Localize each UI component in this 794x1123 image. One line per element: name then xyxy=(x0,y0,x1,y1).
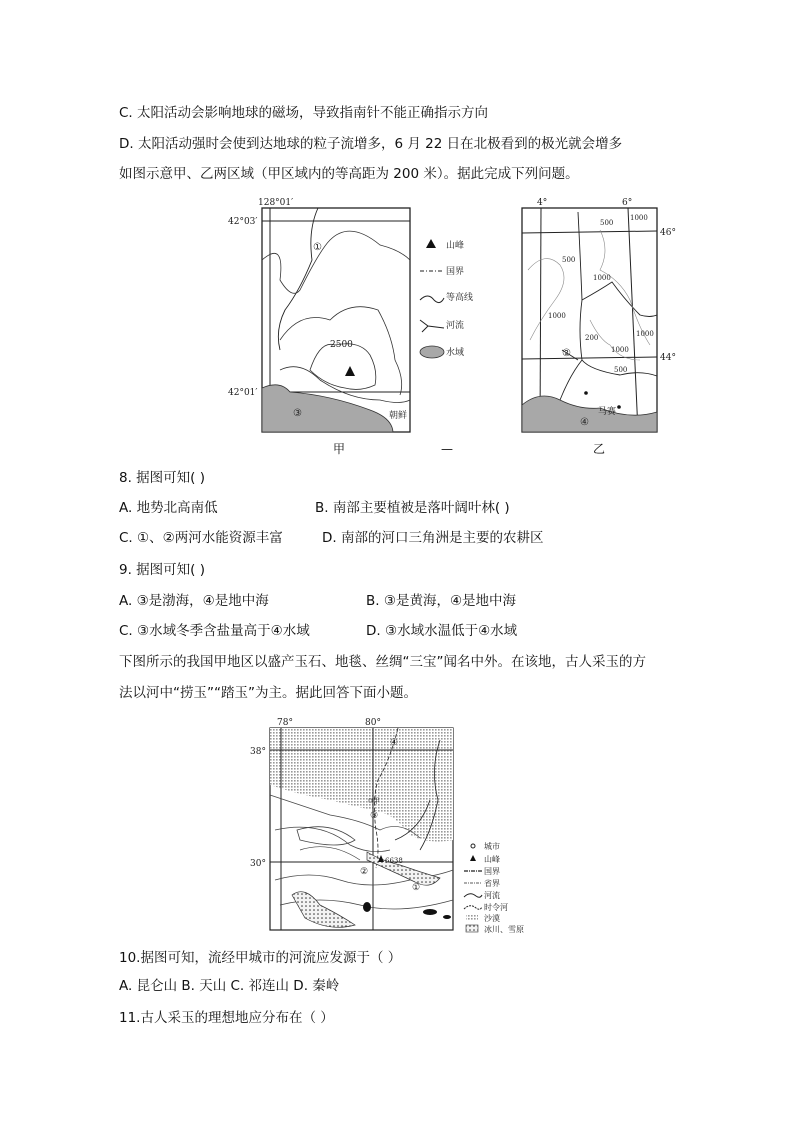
yi-lon-right: 6° xyxy=(622,198,633,208)
intro-text-2b: 法以河中“捞玉”“踏玉”为主。据此回答下面小题。 xyxy=(119,685,417,701)
prev-option-c: C. 太阳活动会影响地球的磁场，导致指南针不能正确指示方向 xyxy=(119,105,489,121)
jia-lat-top: 42°03′ xyxy=(228,217,258,227)
q10-options: A. 昆仑山 B. 天山 C. 祁连山 D. 秦岭 xyxy=(119,978,340,994)
legend-item: 等高线 xyxy=(446,293,474,303)
q8-option-c: C. ①、②两河水能资源丰富 xyxy=(119,530,283,546)
jia-lon-label: 128°01′ xyxy=(258,198,294,208)
intro-text-2a: 下图所示的我国甲地区以盛产玉石、地毯、丝绸“三宝”闻名中外。在该地，古人采玉的方 xyxy=(119,654,646,670)
yi-lat-bottom: 44° xyxy=(660,353,676,363)
contour-label: 500 xyxy=(600,219,614,227)
legend-item: 山峰 xyxy=(484,855,500,864)
jia-country-label: 朝鲜 xyxy=(389,411,408,421)
legend-item: 城市 xyxy=(484,842,500,851)
legend-item: 河流 xyxy=(446,321,465,331)
q10-stem: 10.据图可知，流经甲城市的河流应发源于（ ） xyxy=(119,950,402,966)
q8-stem: 8. 据图可知( ) xyxy=(119,470,205,486)
legend-glacier-icon xyxy=(466,925,478,932)
legend-item: 河流 xyxy=(484,891,500,900)
map3-legend xyxy=(464,841,524,934)
jia-contour-label: 2500 xyxy=(330,340,353,350)
contour-label: 1000 xyxy=(636,330,654,338)
q9-stem: 9. 据图可知( ) xyxy=(119,562,205,578)
jia-sea-label: ③ xyxy=(293,408,302,419)
map3-label: ④ xyxy=(390,738,399,748)
legend-item: 冰川、雪原 xyxy=(484,925,524,934)
yi-lat-top: 46° xyxy=(660,228,676,238)
contour-label: 200 xyxy=(585,334,599,342)
legend-city-icon xyxy=(471,844,475,848)
q9-option-c: C. ③水域冬季含盐量高于④水域 xyxy=(119,623,310,639)
map3-lat2: 30° xyxy=(250,859,266,869)
yi-river-label: ② xyxy=(562,348,571,359)
intro-text-1: 如图示意甲、乙两区域（甲区域内的等高距为 200 米）。据此完成下列问题。 xyxy=(119,166,579,182)
yi-city-label: 马赛 xyxy=(598,407,617,417)
contour-label: 500 xyxy=(562,256,576,264)
jia-lat-bottom: 42°01′ xyxy=(228,388,258,398)
contour-label: 1000 xyxy=(593,274,611,282)
separator: — xyxy=(441,442,453,456)
contour-label: 1000 xyxy=(548,312,566,320)
map3-label: ③ xyxy=(370,811,379,821)
q9-option-d: D. ③水域水温低于④水域 xyxy=(366,623,518,639)
q8-option-b: B. 南部主要植被是落叶阔叶林( ) xyxy=(315,500,510,516)
map3-label: ② xyxy=(360,867,369,877)
map-yi-caption: 乙 xyxy=(593,442,606,456)
map3-lon1: 78° xyxy=(277,718,293,728)
map-jia-caption: 甲 xyxy=(333,442,346,456)
q9-option-a: A. ③是渤海，④是地中海 xyxy=(119,593,269,609)
yi-lon-left: 4° xyxy=(537,198,548,208)
q11-stem: 11.古人采玉的理想地应分布在（ ） xyxy=(119,1010,334,1026)
legend-item: 国界 xyxy=(446,267,465,277)
legend-item: 水域 xyxy=(446,348,465,358)
map3-peak-label: 6638 xyxy=(385,857,403,865)
q8-option-d: D. 南部的河口三角洲是主要的农耕区 xyxy=(322,530,544,546)
legend-desert-icon xyxy=(466,914,478,921)
q8-option-a: A. 地势北高南低 xyxy=(119,500,218,516)
legend-seasonal-river-icon xyxy=(464,906,482,910)
contour-label: 1000 xyxy=(630,214,648,222)
map3-city-label: 甲 xyxy=(373,797,380,805)
map3-label: ① xyxy=(412,883,421,893)
legend-item: 山峰 xyxy=(446,241,465,251)
legend-peak-icon xyxy=(470,855,476,861)
contour-label: 500 xyxy=(614,366,628,374)
legend-item: 时令河 xyxy=(484,903,508,912)
prev-option-d: D. 太阳活动强时会使到达地球的粒子流增多，6 月 22 日在北极看到的极光就会增多 xyxy=(119,136,623,152)
contour-label: 1000 xyxy=(611,346,629,354)
legend-item: 省界 xyxy=(484,879,500,888)
legend-item: 沙漠 xyxy=(484,914,500,923)
city-icon xyxy=(369,799,372,802)
yi-sea-label: ④ xyxy=(580,417,589,428)
legend-item: 国界 xyxy=(484,867,500,876)
map3-lon2: 80° xyxy=(365,718,381,728)
jia-river-label: ① xyxy=(313,242,322,253)
legend-river-icon xyxy=(464,894,482,898)
q9-option-b: B. ③是黄海，④是地中海 xyxy=(366,593,517,609)
map3-lat1: 38° xyxy=(250,747,266,757)
